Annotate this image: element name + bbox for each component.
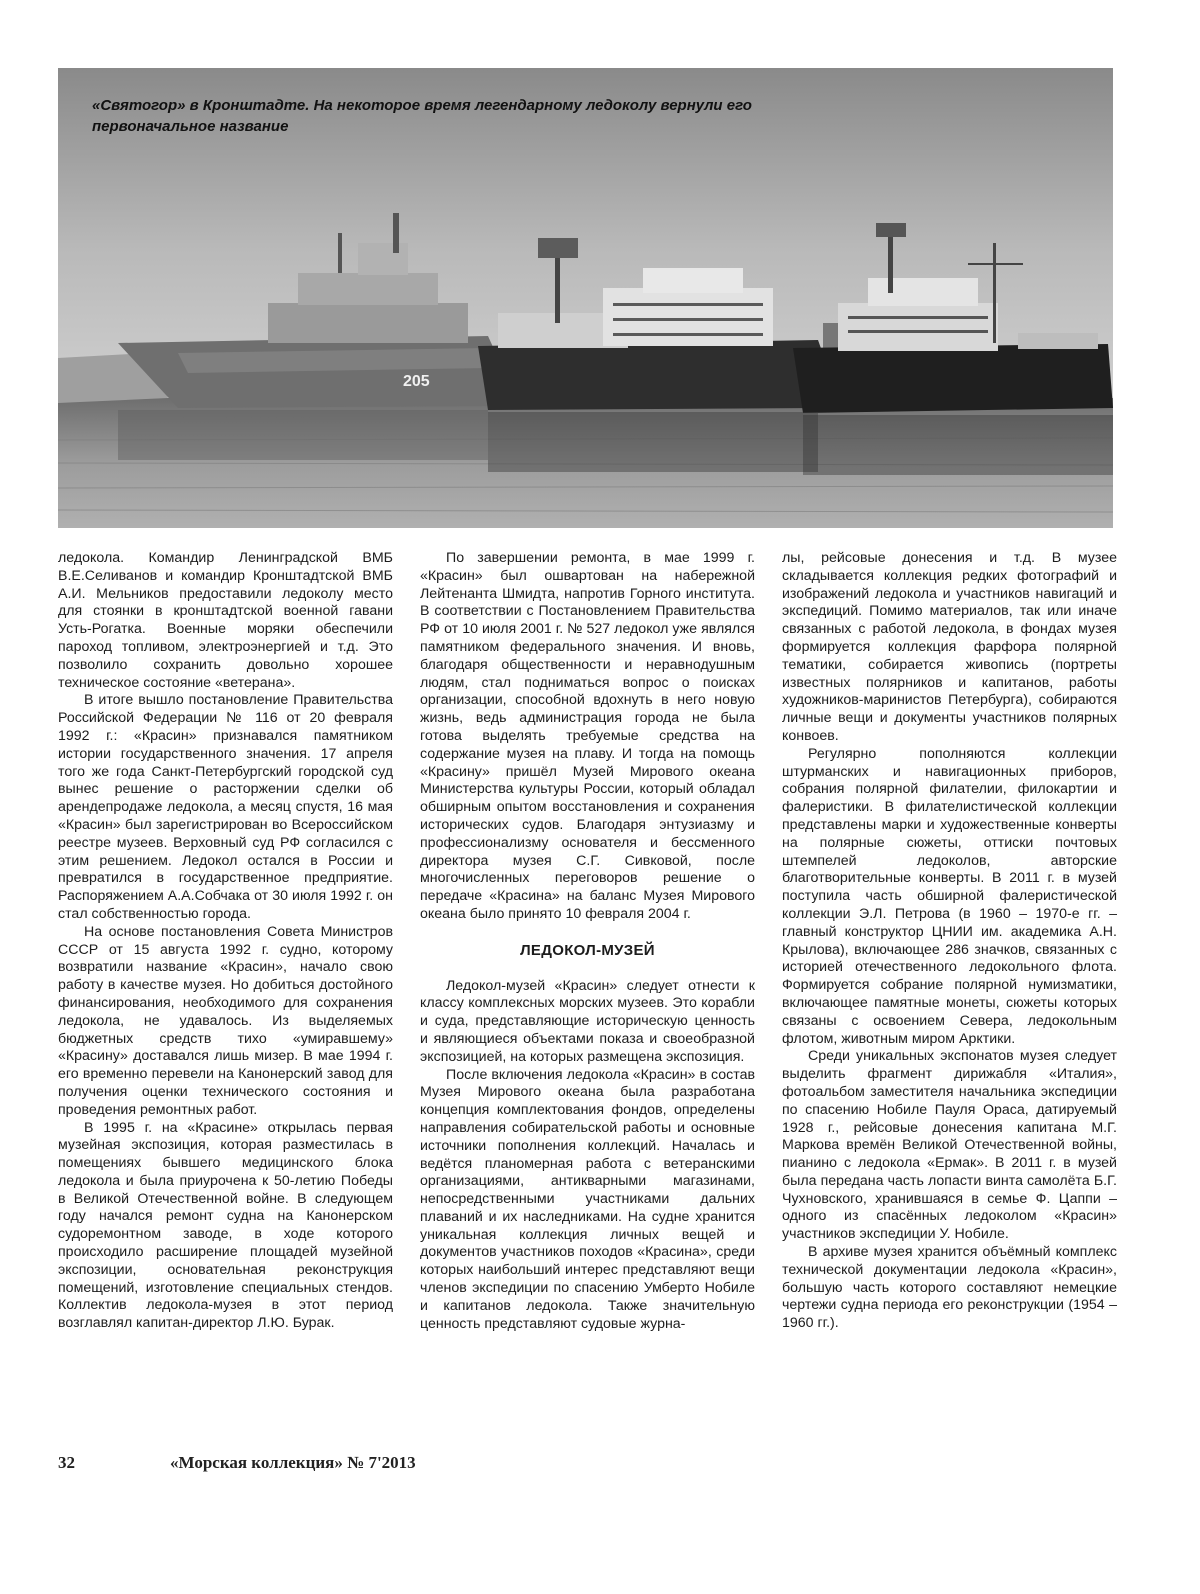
paragraph: Среди уникальных экспонатов музея следует выделить фрагмент дирижабля «Италия», фотоальбом заместителя начальника экспедиции по спасению Нобиле Пауля Ораса, датируемый 1928 г., рейсовые донесения капитана М.Г. Маркова времён Великой Отечественной войны, пианино с ледокола «Ермак». В 2011 г. в музей была передана часть лопасти винта самолёта Б.Г. Чухновского, хранившаяся в семье Ф. Цаппи – одного из спасённых ледоколом «Красин» участников экспедиции У. Нобиле. (782, 1048, 1117, 1243)
ship-photo (58, 68, 1113, 528)
column-2 (420, 550, 755, 1333)
paragraph: В 1995 г. на «Красине» открылась первая музейная экспозиция, которая разместилась в помещениях бывшего медицинского блока ледокола и была приурочена к 50-летию Победы в Великой Отечественной войне. В следующем году начался ремонт судна на Канонерском судоремонтном заводе, в ходе которого происходило расширение площадей музейной экспозиции, основательная реконструкция помещений, изготовление специальных стендов. Коллектив ледокола-музея в этот период возглавлял капитан-директор Л.Ю. Бурак. (58, 1119, 393, 1332)
paragraph: В итоге вышло постановление Правительства Российской Федерации № 116 от 20 февраля 1992 г.: «Красин» признавался памятником истории государственного значения. 17 апреля того же года Санкт-Петербургский городской суд вынес решение о расторжении сделки об арендепродаже ледокола, а месяц спустя, 16 мая «Красин» был зарегистрирован во Всероссийском реестре музеев. Верховный суд РФ согласился с этим решением. Ледокол остался в России и превратился в государственное предприятие. Распоряжением А.А.Собчака от 30 июля 1992 г. он стал собственностью города. (58, 692, 393, 922)
section-heading: ЛЕДОКОЛ-МУЗЕЙ (520, 941, 655, 959)
magazine-title: «Морская коллекция» № 7'2013 (170, 1453, 416, 1472)
paragraph: По завершении ремонта, в мае 1999 г. «Красин» был ошвартован на набережной Лейтенанта Шмидта, напротив Горного института. В соответствии с Постановлением Правительства РФ от 10 июля 2001 г. № 527 ледокол уже являлся памятником федерального значения. И вновь, благодаря общественности и неравнодушным людям, стал подниматься вопрос о поисках организации, способной вдохнуть в него новую жизнь, ведь администрация города не была готова выделять требуемые средства на содержание музея на плаву. И тогда на помощь «Красину» пришёл Музей Мирового океана Министерства культуры России, который обладал обширным опытом восстановления и сохранения исторических судов. Благодаря энтузиазму и профессионализму основателя и бессменного директора музея С.Г. Сивковой, после многочисленных переговоров решение о передаче «Красина» на баланс Музея Мирового океана было принято 10 февраля 2004 г. (420, 550, 755, 922)
column-1 (58, 550, 393, 1333)
paragraph: Регулярно пополняются коллекции штурманских и навигационных приборов, собрания полярной филателии, филокартии и фалеристики. В филателистической коллекции представлены марки и художественные конверты на полярные сюжеты, оттиски почтовых штемпелей ледоколов, авторские благотворительные конверты. В 2011 г. в музей поступила часть обширной фалеристической коллекции Э.Л. Петрова (в 1960 – 1970-е гг. – главный конструктор ЦНИИ им. академика А.Н. Крылова), включающее 286 значков, связанных с историей отечественного ледокольного флота. Формируется собрание полярной нумизматики, включающее памятные монеты, сюжеты которых связаны с освоением Севера, ледокольным флотом, животным миром Арктики. (782, 745, 1117, 1047)
page-number: 32 (58, 1453, 75, 1472)
photo-caption: «Святогор» в Кронштадте. На некоторое время легендарному ледоколу вернули его первоначальное название (92, 97, 752, 135)
paragraph: На основе постановления Совета Министров СССР от 15 августа 1992 г. судно, которому возвратили название «Красин», начало свою работу в качестве музея. Но добиться достойного финансирования, необходимого для сохранения ледокола, не удавалось. Из выделяемых бюджетных средств тихо «умиравшему» «Красину» доставался лишь мизер. В мае 1994 г. его временно перевели на Канонерский завод для получения оценки технического состояния и проведения ремонтных работ. (58, 923, 393, 1118)
paragraph: ледокола. Командир Ленинградской ВМБ В.Е.Селиванов и командир Кронштадтской ВМБ А.И. Мельников предоставили ледоколу место для стоянки в кронштадтской военной гавани Усть-Рогатка. Военные моряки обеспечили пароход топливом, электроэнергией и т.д. Это позволило сохранить довольно хорошее техническое состояние «ветерана». (58, 550, 393, 691)
paragraph: Ледокол-музей «Красин» следует отнести к классу комплексных морских музеев. Это корабли и суда, представляющие историческую ценность и являющиеся объектами показа и своеобразной экспозицией, на которых размещена экспозиция. (420, 977, 755, 1065)
paragraph: В архиве музея хранится объёмный комплекс технической документации ледокола «Красин», большую часть которого составляют немецкие чертежи судна периода его реконструкции (1954 – 1960 гг.). (782, 1244, 1117, 1332)
paragraph: После включения ледокола «Красин» в состав Музея Мирового океана была разработана концепция комплектования фондов, определены направления собирательской работы и основные источники пополнения коллекций. Началась и ведётся планомерная работа с ветеранскими организациями, антикварными магазинами, непосредственными участниками дальних плаваний и их наследниками. На судне хранится уникальная коллекция личных вещей и документов участников походов «Красина», среди которых наибольший интерес представляют вещи членов экспедиции по спасению Умберто Нобиле и капитанов ледокола. Также значительную ценность представляют судовые журна- (420, 1066, 755, 1332)
column-3 (782, 550, 1117, 1333)
paragraph: лы, рейсовые донесения и т.д. В музее складывается коллекция редких фотографий и изображений ледокола и участников навигаций и экспедиций. Помимо материалов, так или иначе связанных с работой ледокола, в фондах музея формируется коллекция фарфора полярной тематики, собирается живопись (портреты известных полярников и капитанов, работы художников-маринистов Петербурга), собираются личные вещи и документы участников полярных конвоев. (782, 550, 1117, 744)
hull-number: 205 (403, 373, 430, 390)
